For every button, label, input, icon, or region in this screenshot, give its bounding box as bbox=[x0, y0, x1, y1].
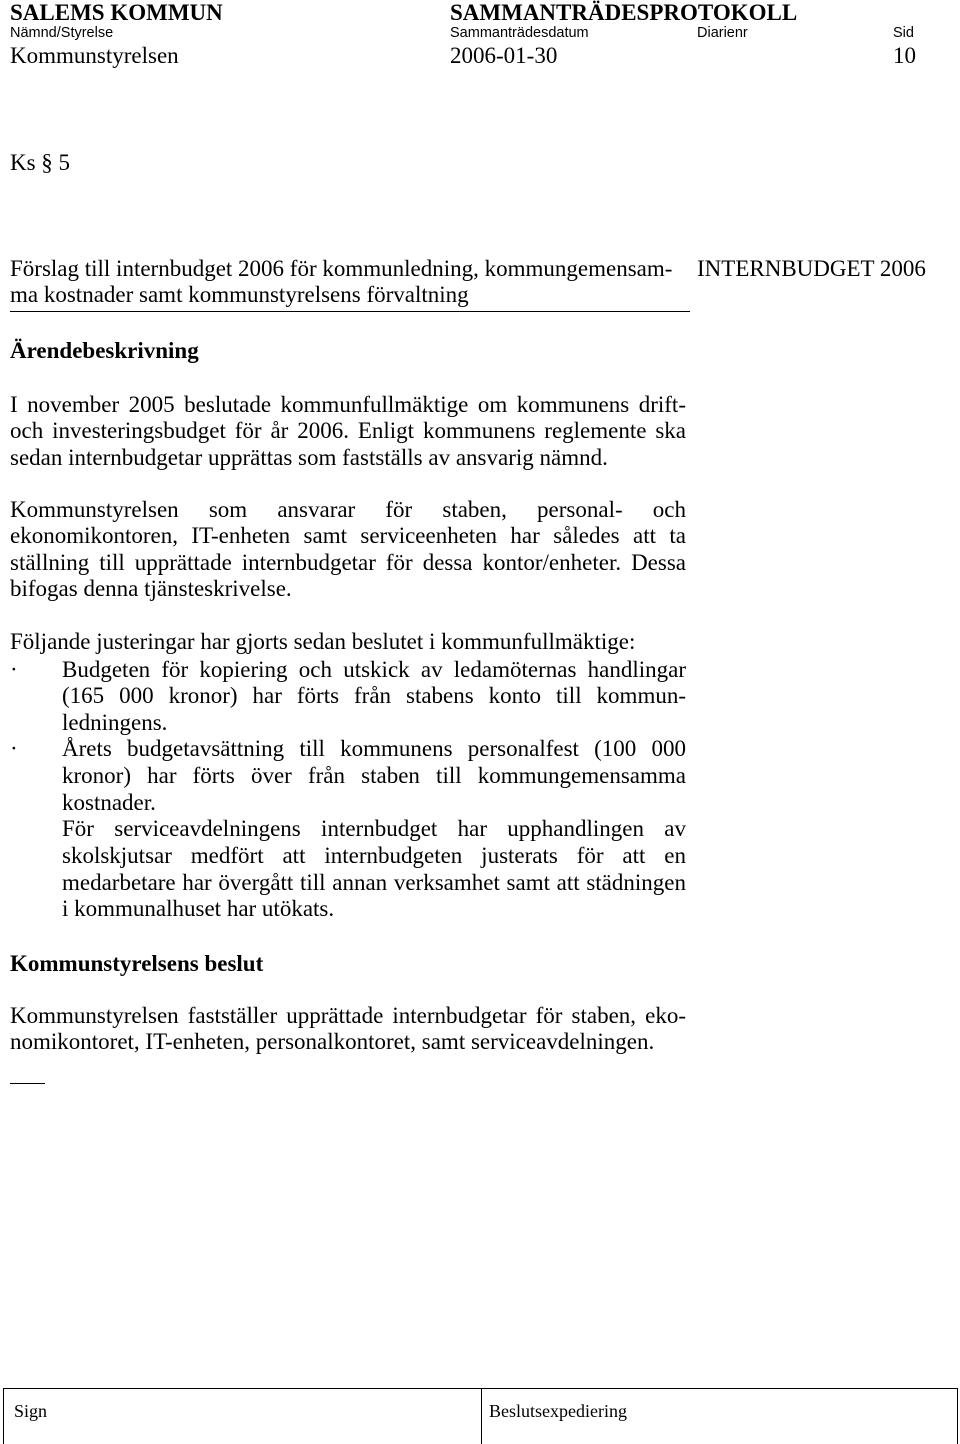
paragraph-line: sedan internbudgetar upprättas som fastställs av ansvarig nämnd. bbox=[10, 444, 608, 470]
matter-title bbox=[10, 256, 690, 309]
page-label: Sid bbox=[893, 25, 914, 41]
end-rule bbox=[10, 1083, 45, 1084]
decision-line: Kommunstyrelsen fastställer upprättade internbudgetar för staben, eko- bbox=[10, 1002, 686, 1028]
page-number: 10 bbox=[893, 42, 916, 68]
adjustments-intro: Följande justeringar har gjorts sedan beslutet i kommunfullmäktige: bbox=[10, 628, 636, 654]
matter-tag: INTERNBUDGET 2006 bbox=[697, 255, 926, 281]
service-note-line: För serviceavdelningens internbudget har upphandlingen av bbox=[62, 816, 686, 842]
service-note-line: skolskjutsar medfört att internbudgeten justerats för att en bbox=[62, 843, 686, 869]
service-note-line: medarbetare har övergått till annan verksamhet samt att städningen bbox=[62, 869, 686, 895]
description-paragraph-1 bbox=[10, 392, 686, 472]
list-item bbox=[10, 736, 686, 816]
adjustments-list bbox=[10, 656, 686, 924]
list-item-line: kostnader. bbox=[62, 789, 156, 815]
dispatch-label: Beslutsexpediering bbox=[489, 1401, 627, 1421]
title-line: Förslag till internbudget 2006 för kommunledning, kommungemensam- bbox=[10, 255, 673, 281]
list-item-line: ledningens. bbox=[62, 709, 168, 735]
description-heading: Ärendebeskrivning bbox=[10, 337, 199, 363]
paragraph-line: ställning till upprättade internbudgetar för dessa kontor/enheter. Dessa bbox=[10, 549, 686, 575]
decision-text bbox=[10, 1003, 686, 1056]
decision-line: nomikontoret, IT-enheten, personalkontoret, samt serviceavdelningen. bbox=[10, 1029, 655, 1055]
meeting-date-value: 2006-01-30 bbox=[450, 42, 558, 68]
organization-name: SALEMS KOMMUN bbox=[10, 0, 223, 25]
paragraph-line: och investeringsbudget för år 2006. Enligt kommunens reglemente ska bbox=[10, 418, 686, 444]
decision-heading: Kommunstyrelsens beslut bbox=[10, 950, 264, 976]
signature-box bbox=[3, 1388, 958, 1444]
body-label: Nämnd/Styrelse bbox=[10, 25, 114, 41]
list-item-line: kronor) har förts över från staben till kommungemensamma bbox=[62, 763, 686, 789]
list-item-line: Budgeten för kopiering och utskick av ledamöternas handlingar bbox=[62, 656, 686, 682]
paragraph-line: I november 2005 beslutade kommunfullmäktige om kommunens drift- bbox=[10, 391, 686, 417]
paragraph-number: Ks § 5 bbox=[10, 149, 71, 175]
list-item-line: (165 000 kronor) har förts från stabens konto till kommun- bbox=[62, 683, 686, 709]
bullet-marker: · bbox=[10, 656, 18, 682]
list-item-line: Årets budgetavsättning till kommunens personalfest (100 000 bbox=[62, 736, 686, 762]
sign-label: Sign bbox=[14, 1401, 48, 1421]
paragraph-line: Kommunstyrelsen som ansvarar för staben, personal- och bbox=[10, 496, 686, 522]
paragraph-line: bifogas denna tjänsteskrivelse. bbox=[10, 576, 292, 602]
list-item bbox=[10, 656, 686, 737]
title-underline bbox=[10, 311, 690, 312]
service-note-line: i kommunalhuset har utökats. bbox=[62, 896, 335, 922]
body-value: Kommunstyrelsen bbox=[10, 42, 179, 68]
signature-box-divider bbox=[481, 1389, 482, 1444]
bullet-marker: · bbox=[10, 736, 18, 762]
meeting-date-label: Sammanträdesdatum bbox=[450, 25, 589, 41]
service-note bbox=[62, 816, 686, 923]
description-paragraph-2 bbox=[10, 497, 686, 604]
document-type: SAMMANTRÄDESPROTOKOLL bbox=[450, 0, 798, 25]
diary-number-label: Diarienr bbox=[697, 25, 748, 41]
paragraph-line: ekonomikontoren, IT-enheten samt serviceenheten har således att ta bbox=[10, 523, 686, 549]
title-line: ma kostnader samt kommunstyrelsens förvaltning bbox=[10, 282, 469, 308]
